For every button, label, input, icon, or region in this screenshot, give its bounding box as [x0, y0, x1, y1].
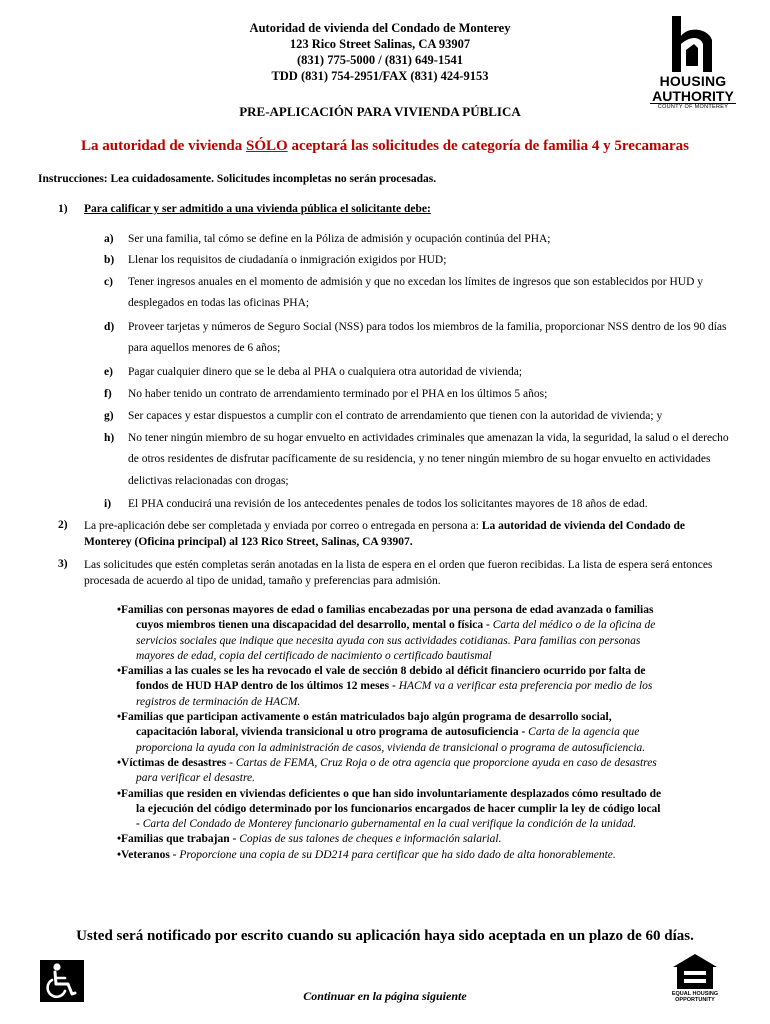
- list-item: •Familias con personas mayores de edad o familias encabezadas por una persona de edad avanzada o familias cuyos miembros tienen una discapacidad del desarrollo, mental o física - Carta del médico o de la oficina de servicios sociales que indique que necesita ayuda con sus actividades cotidianas. Para familias con personas mayores de edad, copia del certificado de nacimiento o certificado bautismal: [117, 604, 656, 662]
- agency-address: 123 Rico Street Salinas, CA 93907: [289, 37, 471, 51]
- notification-note: Usted será notificado por escrito cuando su aplicación haya sido aceptada en un plazo de 60 días.: [76, 928, 694, 944]
- instructions: Instrucciones: Lea cuidadosamente. Solicitudes incompletas no serán procesadas.: [38, 173, 437, 185]
- preference-proof: Proporcione una copia de su DD214 para certificar que ha sido dado de alta honorablemente.: [179, 848, 616, 861]
- item-letter: c): [104, 276, 113, 288]
- preference-title: Familias que residen en viviendas deficientes o que han sido involuntariamente desplazados cómo resultado de la ejecución del código determinado por los funcionarios encargados de hacer cumplir la ley de código local -: [121, 787, 662, 831]
- section-2-number: 2): [58, 519, 68, 531]
- list-item: [104, 494, 734, 515]
- section-3-number: 3): [58, 558, 68, 570]
- item-letter: e): [104, 366, 113, 378]
- section-2-text: [84, 519, 734, 550]
- list-item: [104, 250, 734, 271]
- item-letter: g): [104, 410, 114, 422]
- preference-list: [110, 603, 662, 863]
- preference-title: Familias que participan activamente o están matriculados bajo algún programa de desarrollo social, capacitación laboral, vivienda transicional u otro programa de autosuficiencia -: [121, 711, 612, 739]
- header-block: [150, 20, 610, 84]
- section-3-text: Las solicitudes que estén completas serán anotadas en la lista de espera en el orden que fueron recibidas. La lista de espera será entonces procesada de acuerdo al tipo de unidad, tamaño y preferencias para admisión.: [84, 559, 713, 587]
- item-letter: a): [104, 233, 114, 245]
- list-item: [104, 362, 734, 383]
- preference-proof: Carta del Condado de Monterey funcionario gubernamental en la cual verifique la condición de la unidad.: [142, 818, 637, 831]
- preference-proof: Cartas de FEMA, Cruz Roja o de otra agencia que proporcione ayuda en caso de desastres para verificar el desastre.: [136, 756, 657, 785]
- item-text: No haber tenido un contrato de arrendamiento terminado por el PHA en los últimos 5 años;: [128, 388, 548, 400]
- list-item: [104, 229, 734, 250]
- item-text: Ser una familia, tal cómo se define en la Póliza de admisión y ocupación continúa del PHA;: [128, 233, 551, 245]
- list-item: •Familias que trabajan - Copias de sus talones de cheques e información salarial.: [117, 833, 502, 846]
- item-letter: d): [104, 321, 115, 333]
- item-letter: i): [104, 498, 112, 510]
- preference-title: Familias a las cuales se les ha revocado el vale de sección 8 debido al déficit financiero ocurrido por falta de fondos de HUD HAP dentro de los últimos 12 meses -: [121, 665, 646, 693]
- preference-title: Familias que trabajan -: [121, 833, 240, 846]
- list-item: •Víctimas de desastres - Cartas de FEMA, Cruz Roja o de otra agencia que proporcione ayuda en caso de desastres para verificar el desastre.: [117, 756, 657, 785]
- section-2-plain: La pre-aplicación debe ser completada y enviada por correo o entregada en persona a:: [84, 520, 482, 532]
- item-letter: b): [104, 254, 115, 266]
- notice-pre: La autoridad de vivienda: [80, 138, 247, 154]
- eho-line2: OPPORTUNITY: [675, 997, 715, 1003]
- list-item: [104, 272, 734, 315]
- category-notice: [0, 138, 770, 155]
- item-text: Ser capaces y estar dispuestos a cumplir con el contrato de arrendamiento que tienen con la autoridad de vivienda; y: [128, 410, 663, 422]
- item-text: Pagar cualquier dinero que se le deba al PHA o cualquiera otra autoridad de vivienda;: [128, 366, 523, 378]
- item-text: El PHA conducirá una revisión de los antecedentes penales de todos los solicitantes mayores de 18 años de edad.: [128, 498, 648, 510]
- preference-proof: HACM va a verificar esta preferencia por medio de los registros de terminación de HACM.: [136, 680, 653, 708]
- document-title: PRE-APLICACIÓN PARA VIVIENDA PÚBLICA: [239, 104, 521, 119]
- logo-text-housing: HOUSING: [659, 73, 727, 89]
- agency-phone: (831) 775-5000 / (831) 649-1541: [297, 53, 463, 67]
- list-item: •Familias que residen en viviendas deficientes o que han sido involuntariamente desplazados cómo resultado de la ejecución del código determinado por los funcionarios encargados de hacer cumplir la ley de código local - Carta del Condado de Monterey funcionario gubernamental en la cual verifique la condición de la unidad.: [117, 787, 662, 831]
- list-item: [104, 406, 734, 427]
- item-text: No tener ningún miembro de su hogar envuelto en actividades criminales que amenazan la vida, la seguridad, la salud o el derecho de otros residentes de disfrutar pacíficamente de su residencia, y no tener ningún miembro de su hogar envuelto en actividades delictivas relacionadas con drogas;: [128, 432, 729, 487]
- list-item: •Familias a las cuales se les ha revocado el vale de sección 8 debido al déficit financiero ocurrido por falta de fondos de HUD HAP dentro de los últimos 12 meses - HACM va a verificar esta preferencia por medio de los registros de terminación de HACM.: [117, 665, 653, 708]
- notice-emphasis: SÓLO: [246, 138, 288, 154]
- section-1-number: 1): [58, 203, 68, 215]
- logo-text-county: COUNTY OF MONTEREY: [650, 103, 736, 111]
- preference-title: Víctimas de desastres -: [121, 756, 236, 769]
- item-text: Proveer tarjetas y números de Seguro Social (NSS) para todos los miembros de la familia, proporcionar NSS dentro de los 90 días para aquellos menores de 6 años;: [128, 321, 727, 355]
- preference-title: Familias con personas mayores de edad o familias encabezadas por una persona de edad avanzada o familias cuyos miembros tienen una discapacidad del desarrollo, mental o física -: [121, 604, 654, 632]
- item-letter: h): [104, 432, 115, 444]
- section-2-address: La autoridad de vivienda del Condado de Monterey (Oficina principal) al 123 Rico Street, Salinas, CA 93907.: [84, 520, 686, 548]
- preference-proof: Carta de la agencia que proporciona la ayuda con la administración de casos, vivienda de transicional o programa de autosuficiencia.: [136, 726, 646, 754]
- continue-note: Continuar en la página siguiente: [303, 989, 467, 1003]
- list-item: [104, 384, 734, 405]
- list-item: •Veteranos - Proporcione una copia de su DD214 para certificar que ha sido dado de alta honorablemente.: [117, 848, 616, 861]
- preference-proof: Carta del médico o de la oficina de servicios sociales que indique que necesita ayuda con sus actividades cotidianas. Para familias con personas mayores de edad, copia del certificado de nacimiento o certificado bautismal: [136, 619, 656, 662]
- list-item: •Familias que participan activamente o están matriculados bajo algún programa de desarrollo social, capacitación laboral, vivienda transicional u otro programa de autosuficiencia - Carta de la agencia que proporciona la ayuda con la administración de casos, vivienda de transicional o programa de autosuficiencia.: [117, 711, 646, 754]
- house-h-icon: [662, 14, 724, 76]
- eho-line1: EQUAL HOUSING: [671, 991, 719, 997]
- agency-name: Autoridad de vivienda del Condado de Monterey: [249, 21, 511, 35]
- item-text: Llenar los requisitos de ciudadanía o inmigración exigidos por HUD;: [128, 254, 447, 266]
- preference-proof: Copias de sus talones de cheques e información salarial.: [239, 833, 502, 846]
- preference-title: Veteranos -: [121, 848, 180, 861]
- item-letter: f): [104, 388, 112, 400]
- logo-text-authority: AUTHORITY: [652, 88, 734, 104]
- item-text: Tener ingresos anuales en el momento de admisión y que no excedan los límites de ingresos que son establecidos por HUD y desplegados en todas las oficinas PHA;: [128, 276, 704, 310]
- list-item: [104, 428, 734, 492]
- section-1-title: Para calificar y ser admitido a una vivienda pública el solicitante debe:: [84, 203, 431, 215]
- list-item: [104, 317, 734, 360]
- housing-authority-logo: [648, 14, 738, 108]
- agency-tdd-fax: TDD (831) 754-2951/FAX (831) 424-9153: [271, 69, 489, 83]
- notice-post: aceptará las solicitudes de categoría de familia 4 y 5recamaras: [287, 138, 690, 154]
